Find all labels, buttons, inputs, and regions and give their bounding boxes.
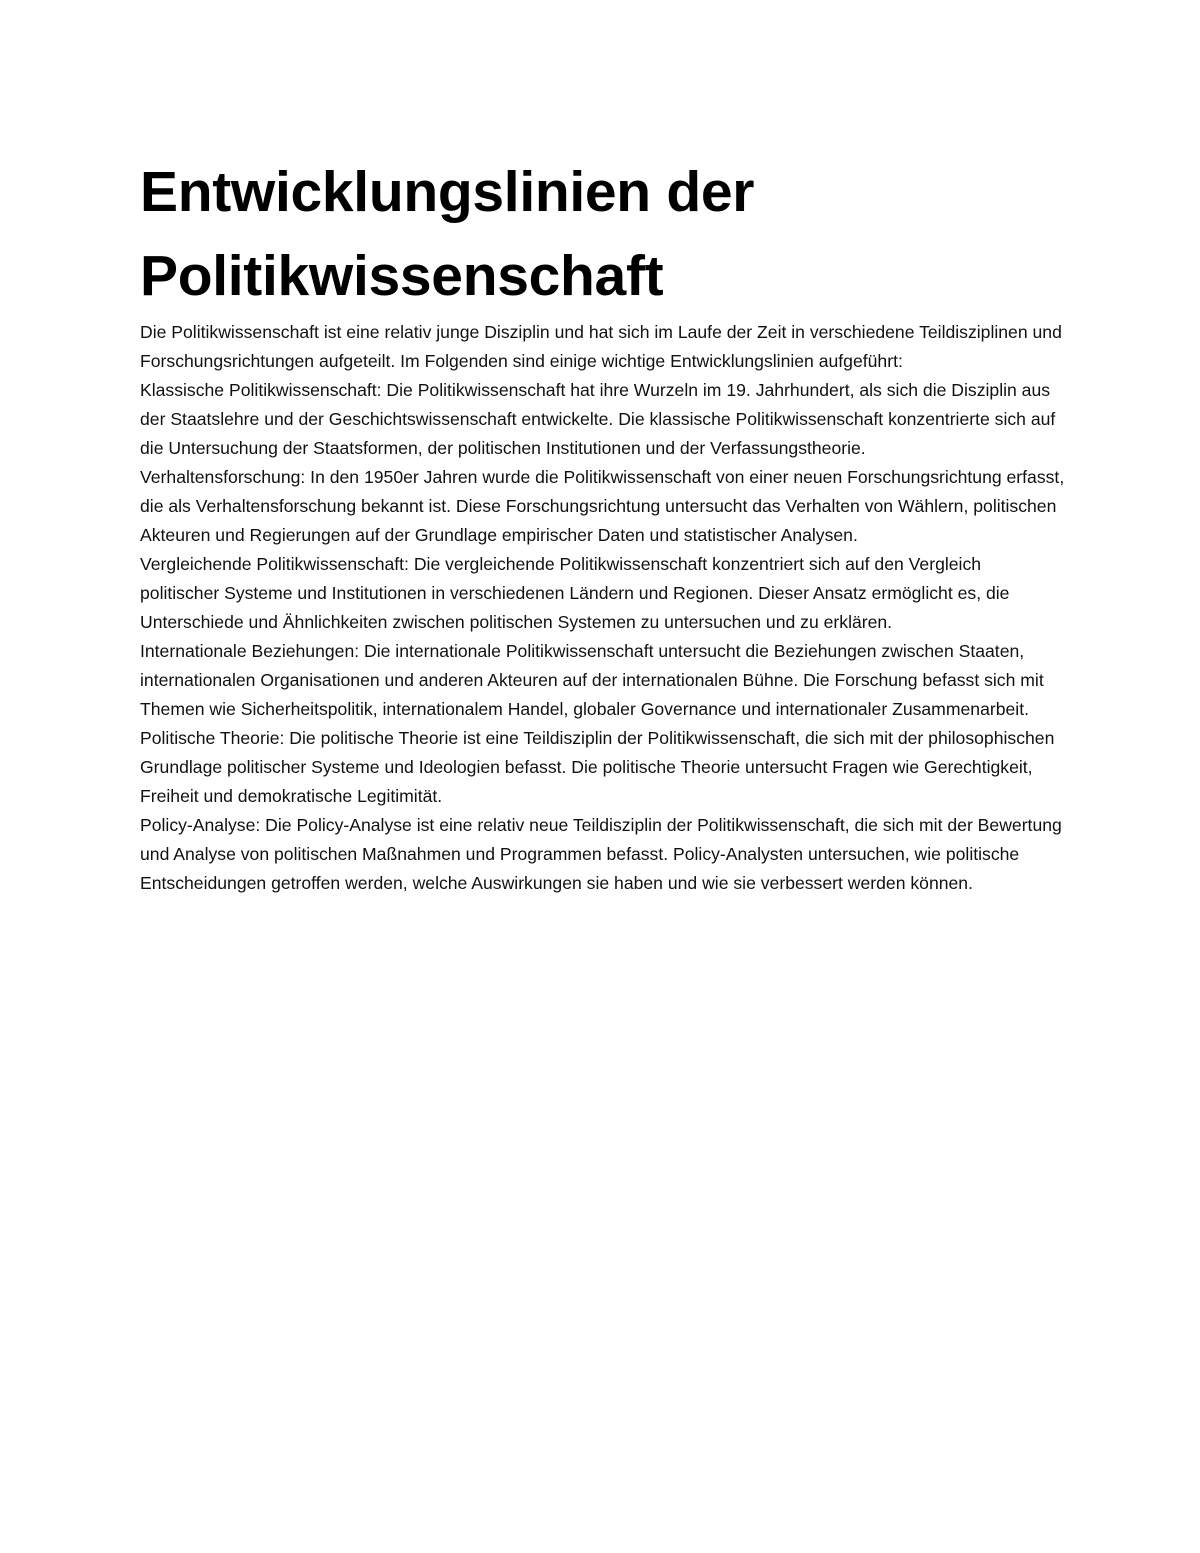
paragraph-klassische-politikwissenschaft: Klassische Politikwissenschaft: Die Politikwissenschaft hat ihre Wurzeln im 19. Jahrhundert, als sich die Disziplin aus der Staatslehre und der Geschichtswissenschaft entwickelte. Die klassische Politikwissenschaft konzentrierte sich auf die Untersuchung der Staatsformen, der politischen Institutionen und der Verfassungstheorie. xyxy=(140,380,1056,458)
title-line-2: Politikwissenschaft xyxy=(140,244,664,308)
paragraph-verhaltensforschung: Verhaltensforschung: In den 1950er Jahren wurde die Politikwissenschaft von einer neuen Forschungsrichtung erfasst, die als Verhaltensforschung bekannt ist. Diese Forschungsrichtung untersucht das Verhalten von Wählern, politischen Akteuren und Regierungen auf der Grundlage empirischer Daten und statistischer Analysen. xyxy=(140,467,1065,545)
paragraph-internationale-beziehungen: Internationale Beziehungen: Die internationale Politikwissenschaft untersucht die Beziehungen zwischen Staaten, internationalen Organisationen und anderen Akteuren auf der internationalen Bühne. Die Forschung befasst sich mit Themen wie Sicherheitspolitik, internationalem Handel, globaler Governance und internationaler Zusammenarbeit. xyxy=(140,641,1044,719)
intro-paragraph: Die Politikwissenschaft ist eine relativ junge Disziplin und hat sich im Laufe der Zeit in verschiedene Teildisziplinen und Forschungsrichtungen aufgeteilt. Im Folgenden sind einige wichtige Entwicklungslinien aufgeführt: xyxy=(140,322,1062,371)
title-line-1: Entwicklungslinien der xyxy=(140,160,755,224)
page-title xyxy=(140,150,1065,318)
paragraph-vergleichende-politikwissenschaft: Vergleichende Politikwissenschaft: Die vergleichende Politikwissenschaft konzentriert sich auf den Vergleich politischer Systeme und Institutionen in verschiedenen Ländern und Regionen. Dieser Ansatz ermöglicht es, die Unterschiede und Ähnlichkeiten zwischen politischen Systemen zu untersuchen und zu erklären. xyxy=(140,554,1010,632)
paragraph-policy-analyse: Policy-Analyse: Die Policy-Analyse ist eine relativ neue Teildisziplin der Politikwissenschaft, die sich mit der Bewertung und Analyse von politischen Maßnahmen und Programmen befasst. Policy-Analysten untersuchen, wie politische Entscheidungen getroffen werden, welche Auswirkungen sie haben und wie sie verbessert werden können. xyxy=(140,815,1062,893)
paragraph-politische-theorie: Politische Theorie: Die politische Theorie ist eine Teildisziplin der Politikwissenschaft, die sich mit der philosophischen Grundlage politischer Systeme und Ideologien befasst. Die politische Theorie untersucht Fragen wie Gerechtigkeit, Freiheit und demokratische Legitimität. xyxy=(140,728,1055,806)
document-body xyxy=(140,150,1065,898)
